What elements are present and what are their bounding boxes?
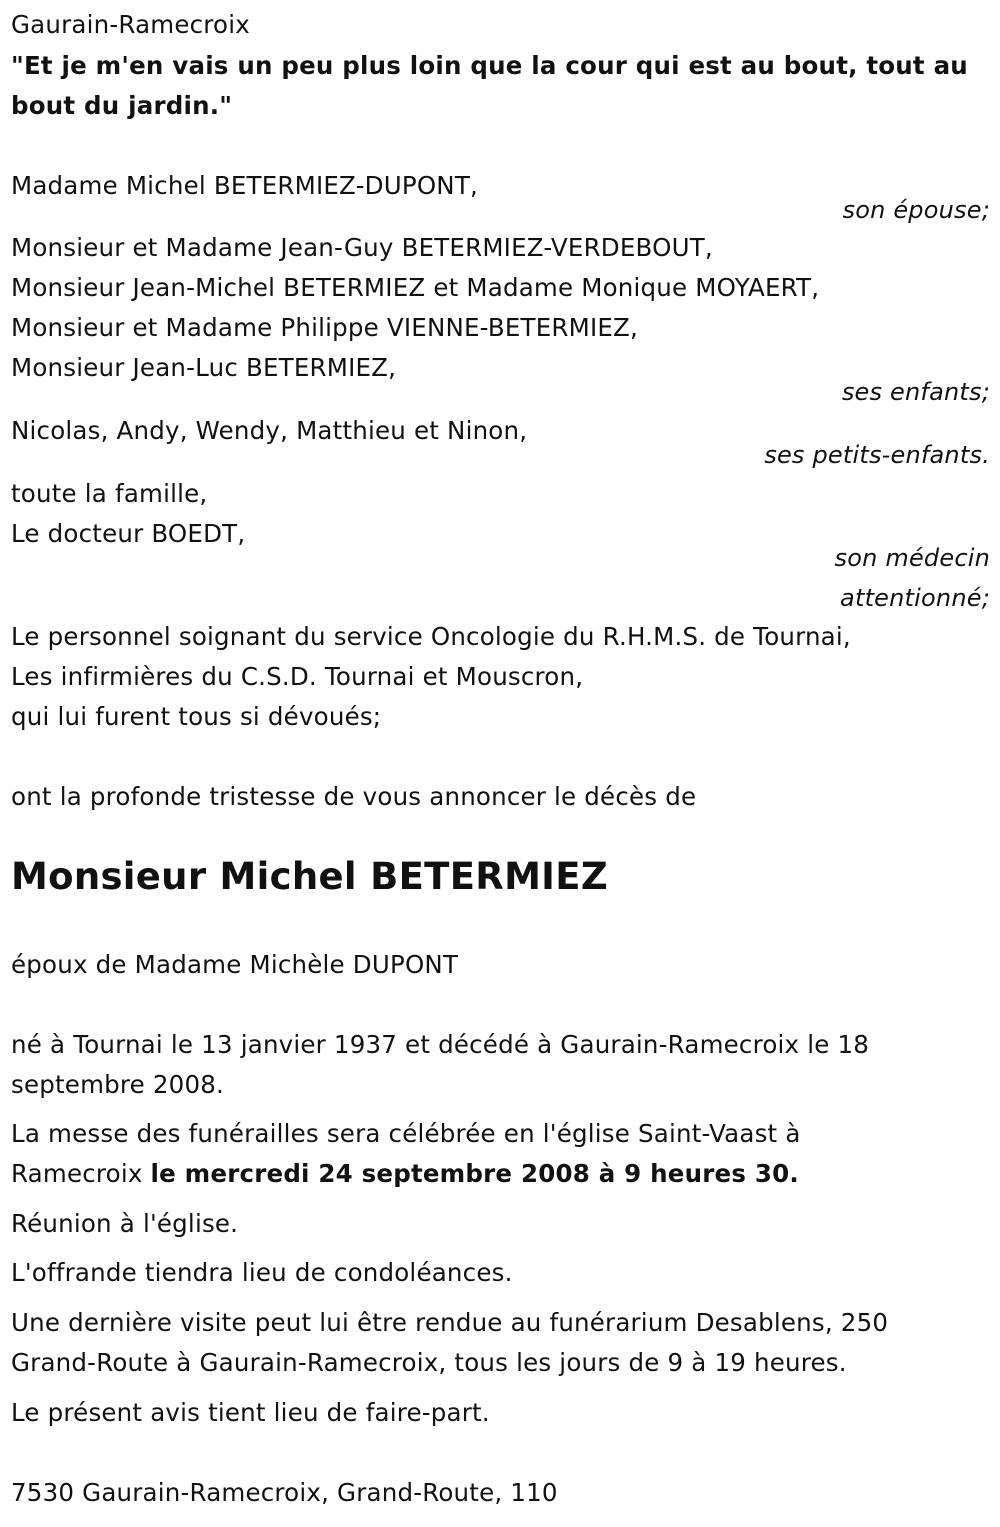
family-all: toute la famille, <box>11 479 208 508</box>
doctor-role-line-1: son médecin <box>834 544 990 572</box>
offering: L'offrande tiendra lieu de condoléances. <box>11 1258 513 1287</box>
birth-death-line-2: septembre 2008. <box>11 1070 225 1099</box>
deceased-name: Monsieur Michel BETERMIEZ <box>11 855 608 898</box>
child-2: Monsieur Jean-Michel BETERMIEZ et Madame Monique MOYAERT, <box>11 273 820 302</box>
spouse-role: son épouse; <box>842 196 990 224</box>
grandchildren-role: ses petits-enfants. <box>764 441 990 469</box>
mass-line-1: La messe des funérailles sera célébrée en l'église Saint-Vaast à <box>11 1119 801 1148</box>
staff-line-3: qui lui furent tous si dévoués; <box>11 702 382 731</box>
visit-line-1: Une dernière visite peut lui être rendue au funérarium Desablens, 250 <box>11 1308 889 1337</box>
place-heading: Gaurain-Ramecroix <box>11 10 250 39</box>
child-1: Monsieur et Madame Jean-Guy BETERMIEZ-VERDEBOUT, <box>11 233 713 262</box>
children-role: ses enfants; <box>841 378 990 406</box>
spouse-of: époux de Madame Michèle DUPONT <box>11 950 459 979</box>
birth-death-line-1: né à Tournai le 13 janvier 1937 et décédé à Gaurain-Ramecroix le 18 <box>11 1030 870 1059</box>
mass-date-time: le mercredi 24 septembre 2008 à 9 heures 30. <box>150 1159 799 1188</box>
notice: Le présent avis tient lieu de faire-part. <box>11 1398 490 1427</box>
address: 7530 Gaurain-Ramecroix, Grand-Route, 110 <box>11 1478 558 1507</box>
quote-line-2: bout du jardin." <box>11 91 233 120</box>
child-4: Monsieur Jean-Luc BETERMIEZ, <box>11 353 397 382</box>
meeting: Réunion à l'église. <box>11 1209 239 1238</box>
staff-line-2: Les infirmières du C.S.D. Tournai et Mouscron, <box>11 662 584 691</box>
mass-line-2 <box>11 1154 799 1194</box>
doctor-name: Le docteur BOEDT, <box>11 519 246 548</box>
spouse-name: Madame Michel BETERMIEZ-DUPONT, <box>11 171 478 200</box>
announcement: ont la profonde tristesse de vous annoncer le décès de <box>11 782 697 811</box>
grandchildren: Nicolas, Andy, Wendy, Matthieu et Ninon, <box>11 416 528 445</box>
doctor-role-line-2: attentionné; <box>840 584 990 612</box>
quote-line-1: "Et je m'en vais un peu plus loin que la cour qui est au bout, tout au <box>11 51 968 80</box>
staff-line-1: Le personnel soignant du service Oncologie du R.H.M.S. de Tournai, <box>11 622 851 651</box>
visit-line-2: Grand-Route à Gaurain-Ramecroix, tous les jours de 9 à 19 heures. <box>11 1348 847 1377</box>
child-3: Monsieur et Madame Philippe VIENNE-BETERMIEZ, <box>11 313 639 342</box>
mass-place: Ramecroix <box>11 1159 151 1188</box>
